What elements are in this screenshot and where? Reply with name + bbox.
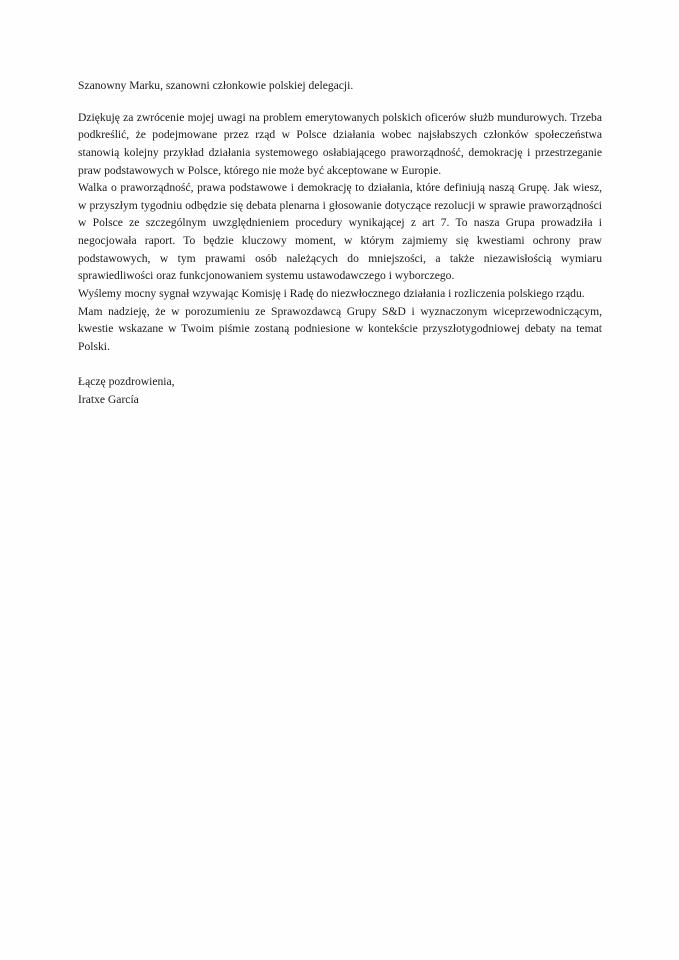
paragraph-2: Walka o praworządność, prawa podstawowe i demokrację to działania, które definiują naszą Grupę. Jak wiesz, w przyszłym tygodniu odbędzie się debata plenarna i głosowanie dotyczące rezolucji w sprawie praworządności w Polsce ze szczególnym uwzględnieniem procedury wynikającej z art 7. To nasza Grupa prowadziła i negocjowała raport. To będzie kluczowy moment, w którym zajmiemy się kwestiami ochrony praw podstawowych, w tym prawami osób należących do mniejszości, a także niezawisłością wymiaru sprawiedliwości oraz funkcjonowaniem systemu ustawodawczego i wyborczego. — [78, 181, 602, 283]
letter-body — [78, 78, 602, 408]
signature-name: Iratxe García — [78, 392, 139, 406]
paragraph-4: Mam nadzieję, że w porozumieniu ze Sprawozdawcą Grupy S&D i wyznaczonym wiceprzewodniczącym, kwestie wskazane w Twoim piśmie zostaną podniesione w kontekście przyszłotygodniowej debaty na temat Polski. — [78, 304, 602, 353]
salutation-line: Szanowny Marku, szanowni członkowie polskiej delegacji. — [78, 79, 354, 92]
paragraph-1: Dziękuję za zwrócenie mojej uwagi na problem emerytowanych polskich oficerów służb mundurowych. Trzeba podkreślić, że podejmowane przez rząd w Polsce działania wobec najsłabszych członków społeczeństwa stanowią kolejny przykład działania systemowego osłabiającego praworządność, demokrację i przestrzeganie praw podstawowych w Polsce, którego nie może być akceptowane w Europie. — [78, 110, 602, 177]
paragraph-3: Wyślemy mocny sygnał wzywając Komisję i Radę do niezwłocznego działania i rozliczenia polskiego rządu. — [78, 286, 585, 300]
closing-salutation: Łączę pozdrowienia, — [78, 375, 175, 389]
closing-block — [78, 373, 602, 408]
